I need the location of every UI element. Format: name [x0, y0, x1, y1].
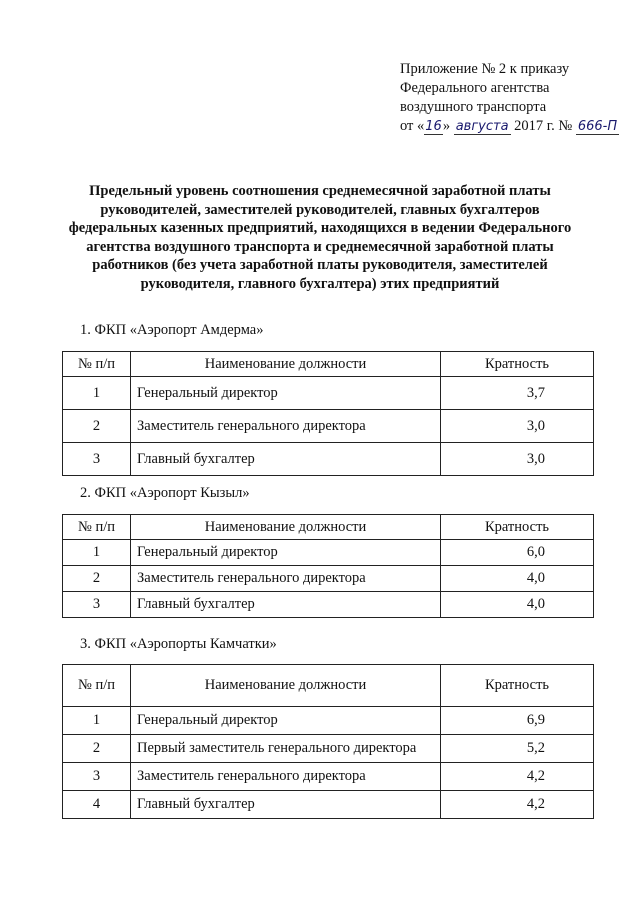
header-name: Наименование должности [131, 515, 441, 540]
table-row [63, 791, 594, 819]
cell-name: Главный бухгалтер [131, 592, 441, 618]
cell-num: 3 [63, 592, 131, 618]
header-name: Наименование должности [131, 665, 441, 707]
cell-name: Заместитель генерального директора [131, 566, 441, 592]
cell-num: 3 [63, 443, 131, 476]
table-row [63, 707, 594, 735]
section-heading-1: 1. ФКП «Аэропорт Амдерма» [80, 322, 264, 338]
table-header-row [63, 515, 594, 540]
cell-name: Главный бухгалтер [131, 443, 441, 476]
cell-num: 2 [63, 735, 131, 763]
appendix-line-1: Приложение № 2 к приказу [400, 61, 570, 77]
ratio-table-2 [62, 514, 594, 618]
order-number-handwritten: 666-П [577, 119, 618, 134]
appendix-block [400, 60, 630, 136]
cell-num: 1 [63, 377, 131, 410]
date-year: 2017 г. № [514, 118, 573, 134]
table-row [63, 443, 594, 476]
cell-name: Первый заместитель генерального директора [131, 735, 441, 763]
date-day-handwritten: 16 [425, 119, 442, 134]
date-month-handwritten: августа [455, 119, 509, 134]
cell-ratio: 5,2 [441, 735, 594, 763]
cell-num: 4 [63, 791, 131, 819]
header-ratio: Кратность [441, 515, 594, 540]
cell-ratio: 4,2 [441, 763, 594, 791]
cell-num: 2 [63, 410, 131, 443]
header-num: № п/п [63, 665, 131, 707]
cell-ratio: 6,0 [441, 540, 594, 566]
cell-name: Генеральный директор [131, 540, 441, 566]
cell-ratio: 3,0 [441, 410, 594, 443]
cell-num: 3 [63, 763, 131, 791]
ratio-table-3 [62, 664, 594, 819]
cell-ratio: 3,7 [441, 377, 594, 410]
table-row [63, 735, 594, 763]
header-name: Наименование должности [131, 352, 441, 377]
cell-ratio: 4,2 [441, 791, 594, 819]
table-header-row [63, 352, 594, 377]
cell-name: Заместитель генерального директора [131, 763, 441, 791]
table-row [63, 540, 594, 566]
section-heading-3: 3. ФКП «Аэропорты Камчатки» [80, 636, 277, 652]
cell-ratio: 4,0 [441, 592, 594, 618]
ratio-table-1 [62, 351, 594, 476]
cell-num: 2 [63, 566, 131, 592]
header-ratio: Кратность [441, 665, 594, 707]
cell-num: 1 [63, 707, 131, 735]
appendix-line-3: воздушного транспорта [400, 99, 547, 115]
document-title: Предельный уровень соотношения среднемесячной заработной платы руководителей, заместителей руководителей, главных бухгалтеров федеральных казенных предприятий, находящихся в ведении Федерального агентства воздушного транспорта и среднемесячной заработной платы работников (без учета заработной платы руководителя, заместителей руководителя, главного бухгалтера) этих предприятий [68, 183, 572, 292]
header-ratio: Кратность [441, 352, 594, 377]
cell-ratio: 4,0 [441, 566, 594, 592]
header-num: № п/п [63, 352, 131, 377]
table-row [63, 377, 594, 410]
cell-name: Генеральный директор [131, 707, 441, 735]
cell-name: Главный бухгалтер [131, 791, 441, 819]
table-row [63, 592, 594, 618]
cell-name: Генеральный директор [131, 377, 441, 410]
table-row [63, 763, 594, 791]
table-header-row [63, 665, 594, 707]
table-row [63, 566, 594, 592]
header-num: № п/п [63, 515, 131, 540]
cell-num: 1 [63, 540, 131, 566]
appendix-date-line [400, 117, 630, 136]
appendix-line-2: Федерального агентства [400, 80, 550, 96]
table-row [63, 410, 594, 443]
date-prefix: от « [400, 118, 425, 134]
cell-ratio: 3,0 [441, 443, 594, 476]
date-mid: » [442, 118, 451, 134]
cell-name: Заместитель генерального директора [131, 410, 441, 443]
cell-ratio: 6,9 [441, 707, 594, 735]
section-heading-2: 2. ФКП «Аэропорт Кызыл» [80, 485, 250, 501]
